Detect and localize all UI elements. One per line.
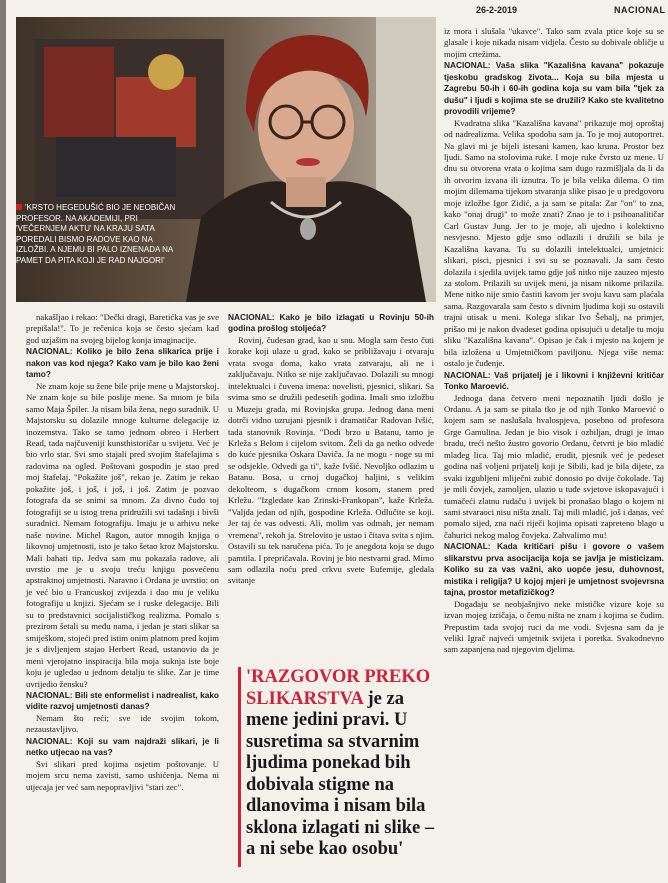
paragraph: nakašljao i rekao: "Dečki dragi, Baretićka vas je sve prepišala!". To je rečenica koja se često sjećam kad god uzjašim na svojeg bijelog konja imaginacije. [26,312,219,345]
paragraph: iz mora i slušala "ukavce". Tako sam zvala ptice koje su se glasale i koje nikada nisam vidjela. Često su dobivale obličje u mojim crtežima. [444,26,664,59]
pull-quote-body: je za mene jedini pravi. U susretima sa stvarnim ljudima ponekad bih dobivala stigme na dlanovima i nisam bila sklona izlagati ni slike – a ni sebe kao osobu' [246,688,435,859]
paragraph: Svi slikari pred kojima osjetim poštovanje. U mojem srcu nema zavisti, samo ushićenja. Nema ni utjecaja jer već sam nepopravljivi "stari zec". [26,758,219,792]
magazine-name: NACIONAL [614,5,666,15]
paragraph: Ne znam koje su žene bile prije mene u Majstorskoj. Ne znam koje su bile poslije mene. Sa mnom je bila samo Maja Špiler. Ja nisam bila žena, nego suradnik. U Majstorsku su dolazile mnoge kulturne delegacije iz inozemstva. Tako se tamo jednom obreo i Herbert Read, tada najčuveniji kunsthistoričar u svijetu. Već je bio vrlo star. Svi smo stajali pred svojim štafelajima s radovima na ogled. Poštovani gospodin je stao pred moj štafelaj. "Pokažite još", rekao je. Zatim je rekao pokažite još, i još, i još, i još. Zatim je pozvao fotografa da se snimi sa mnom. Za divno čudo toj fotografiji se u istog trena pridružili svi tadašnji i bivši suradnici. Nemam fotografiju. Imaju je u arhivu neke naše novine. Michel Ragon, autor mnogih knjiga o likovnoj umjetnosti, isto je tako šetao kroz Majstorsku. Mali bahati tip. Jedva sam mu pokazala radove, ali uvrstio me je u svoju treću knjigu posvećenu apstraktnoj umjetnosti. Naravno i Ordana je uvrstio: on je već bio u Francuskoj zvijezda i dao mu je veliku fotografiju u knjizi. Sjećam se i ruske delegacije. Bili su to predstavnici socijalističkog realizma. Pomalo s prezirom šetali su među nama, i jedan je stari slikar sa smiješkom, stojeći pred istim onim platnom pred kojim je s divljenjem stajao Herbert Read, ustanovio da je meni vjerojatno inspiracija bila moja suknja iste boje koju je ugledao u jednom detalju te slike. Zar je time uvrijedio žensku? [26,380,219,689]
column-3 [444,26,664,656]
issue-date: 26-2-2019 [476,5,518,15]
interview-question: NACIONAL: Kada kritičari pišu i govore o vašem slikarstvu prva asocijacija koja se javlja je misticizam. Koliko su za vas važni, ako uopće jesu, duhovnost, mistika i religija? U kojoj mjeri je umjetnost svojevrsna tajna, prostor metafizičkog? [444,541,664,598]
pull-quote-lead: 'RAZGOVOR PREKO SLIKARSTVA [246,667,431,709]
interview-question: NACIONAL: Koliko je bilo žena slikarica prije i nakon vas kod njega? Kako vam je bilo kao ženi tamo? [26,346,219,380]
page-header [446,4,668,18]
interview-question: NACIONAL: Bili ste enformelist i nadrealist, kako vidite razvoj umjetnosti danas? [26,689,219,712]
column-1 [26,312,219,793]
caption-text: 'KRSTO HEGEDUŠIĆ BIO JE NEOBIČAN PROFESOR. NA AKADEMIJI, PRI 'VEČERNJEM AKTU' NA KRAJU SATA POREDALI BISMO RADOVE KAO NA IZLOŽBI. A NJEMU BI PALO IZNENADA NA PAMET DA PITA KOJI JE RAD NAJGORI' [16,203,176,265]
pull-quote [246,667,436,861]
paragraph: Jednoga dana četvero meni nepoznatih ljudi došlo je Ordanu. A ja sam se pitala tko je od njih Tonko Maroević o kojem sam se naslušala hvalospjeva, posebno od profesora Grge Gamulina. Jedan je bio visok i ozbiljan, drugi je imao bradu, treći nešto žustro govorio Ordanu, četvrti je bio mladić mlađeg lica. Taj mio mladić, erudit, pjesnik već je pedeset godina naš voljeni prijatelj koji je Sibili, kad je bila dijete, za svaki izgubljeni mliječni zubić donosio po dvije čokolade. Taj je mili čovjek, zamoljen, ulazio u tuđe svjetove iskopavajući i tumačeći zlatnu rudaču i uvijek bi pronašao blago o kojem ni sami stvaraoci nisu ništa znali. Taj mili mladić, još i danas, već pomalo sijed, zna naći riječi kojima opisati zapreteno blago u čahurici nekog malog čovjeka. Zahvalimo mu! [444,392,664,540]
paragraph: Nemam što reći; sve ide svojim tokom, nezaustavljivo. [26,712,219,735]
interview-question: NACIONAL: Koji su vam najdraži slikari, je li netko utjecao na vas? [26,735,219,758]
column-2 [228,312,434,587]
paragraph: Rovinj, čudesan grad, kao u snu. Mogla sam često čuti korake koji ulaze u grad, kako se približavaju i otvaraju vrata svoga doma, kako vrata zatvaraju, ali ne i zaključavaju. Nitko se nije zaključavao. Dolazili su mnogi intelektualci i čuvena imena: novelisti, pjesnici, slikari. Sa svima smo se družili pedesetih godina. Imali smo izložbu u Muzeju grada, mi Rovinjska grupa. Jednog dana meni dotrči vidno uzrujani pjesnik i dramatičar Radovan Ivšić, tada stanovnik Rovinja. "Dođi brzo u Batanu, tamo je Krleža s Belom i cijelom svitom. Želi da ga netko odvede do kuće pjesnika Oskara Daviča. Ja ne mogu - noge su mi se odsjekle. Odvedi ga ti", kaže Ivšić. Nevoljko odlazim u Batanu. Bosa, u crnoj dugačkoj haljini, s velikim dekolteom, s dugačkom crnom kosom, stanem pred Krležu. "Izgledate kao Zrinski-Frankopan", kaže Krleža. "Valjda jedan od njih, gospodine Krleža. Odlučite se koji. Jer taj će vas odvesti. Ali, molim vas odmah, jer nemam vremena", rekoh ja. Strelovito je ustao i čitava svita s njim. Ostavili su tek naručena pića. To je anegdota koja se dugo pamtila. I prepričavala. Rovinj je bio nestvarni grad. Mimo sam odlazila noću pred crkvu svete Eufemije, gledala svitanje [228,334,434,586]
paragraph: Kvadratna slika "Kazališna kavana" prikazuje moj oproštaj od nadrealizma. Velika spodoba sam ja. To je moj autoportret. Na glavi mi je bijeli istesani kamen, kao kruna. Prostor bez ljudi. Samo na stolovima ruke. I moje ruke čvrsto uz mene. U dnu su otvorena vrata o kojima sam dugo razmišljala da li da ih otvorim izvana ili iznutra. To je bila velika dilema. O tim mojim dilemama tijekom stvaranja slike pisao je u predgovoru moje izložbe Igor Zidić, a ja sam se pitala: Zar "on" to zna, kako "onaj drugi" to može znati? Znao je to i psihoanalitičar Carl Gustav Jung. Jer to je moje, ali ujedno i kolektivno nesvjesno. Mjesto gdje smo odlazili i družili se bila je Kazališna kavana. Tu su dolazili intelektualci, umjetnici: slikari, pisci, pjesnici i svi su se poznavali. Ja sam često dolazila i sjedila uvijek tamo gdje još nitko nije zauzeo mjesto za stolom. Prilazili su uvijek meni, ja nisam nikome prilazila. Mene nitko nije smio častiti kavom jer svoju kavu sam plaćala sama. Razgovarala sam često s divnim ljudima koji su ostavili trajni utisak u meni. Kolega slikar Ivo Šebalj, na primjer, prišao mi je nakon dvadeset godina opisujući u detalje tu moju sliku "Kazališna kavana". Opisao je čak i mjesto na kojem je bila izložena u Umjetničkom paviljonu. Njega više nema: ostalo je čuđenje. [444,117,664,369]
photo-caption [16,203,178,266]
interview-question: NACIONAL: Kako je bilo izlagati u Rovinju 50-ih godina prošlog stoljeća? [228,312,434,334]
interview-question: NACIONAL: Vaš prijatelj je i likovni i književni kritičar Tonko Maroević. [444,369,664,392]
pull-quote-bar [238,667,241,867]
magazine-page [6,0,668,883]
interview-question: NACIONAL: Vaša slika "Kazališna kavana" pokazuje tjeskobu gradskog života... Koja su bila mjesta u Zagrebu 50-ih i 60-ih godina koja su vam bila "tjek za dušu" i ljudi s kojima ste se družili? Kako ste kvalitetno provodili vrijeme? [444,60,664,117]
caption-marker [16,204,22,210]
paragraph: Događaju se neobjašnjivo neke mističke vizure koje su izvan mojeg izričaja, o čemu ništa ne znam i kojima se čudim. Prepustim tada svojoj ruci da me vodi. Svjesna sam da je veliki Igrač najveći umjetnik svijeta i poretka. Svakodnevno sam zapanjena nad njegovim djelima. [444,598,664,655]
